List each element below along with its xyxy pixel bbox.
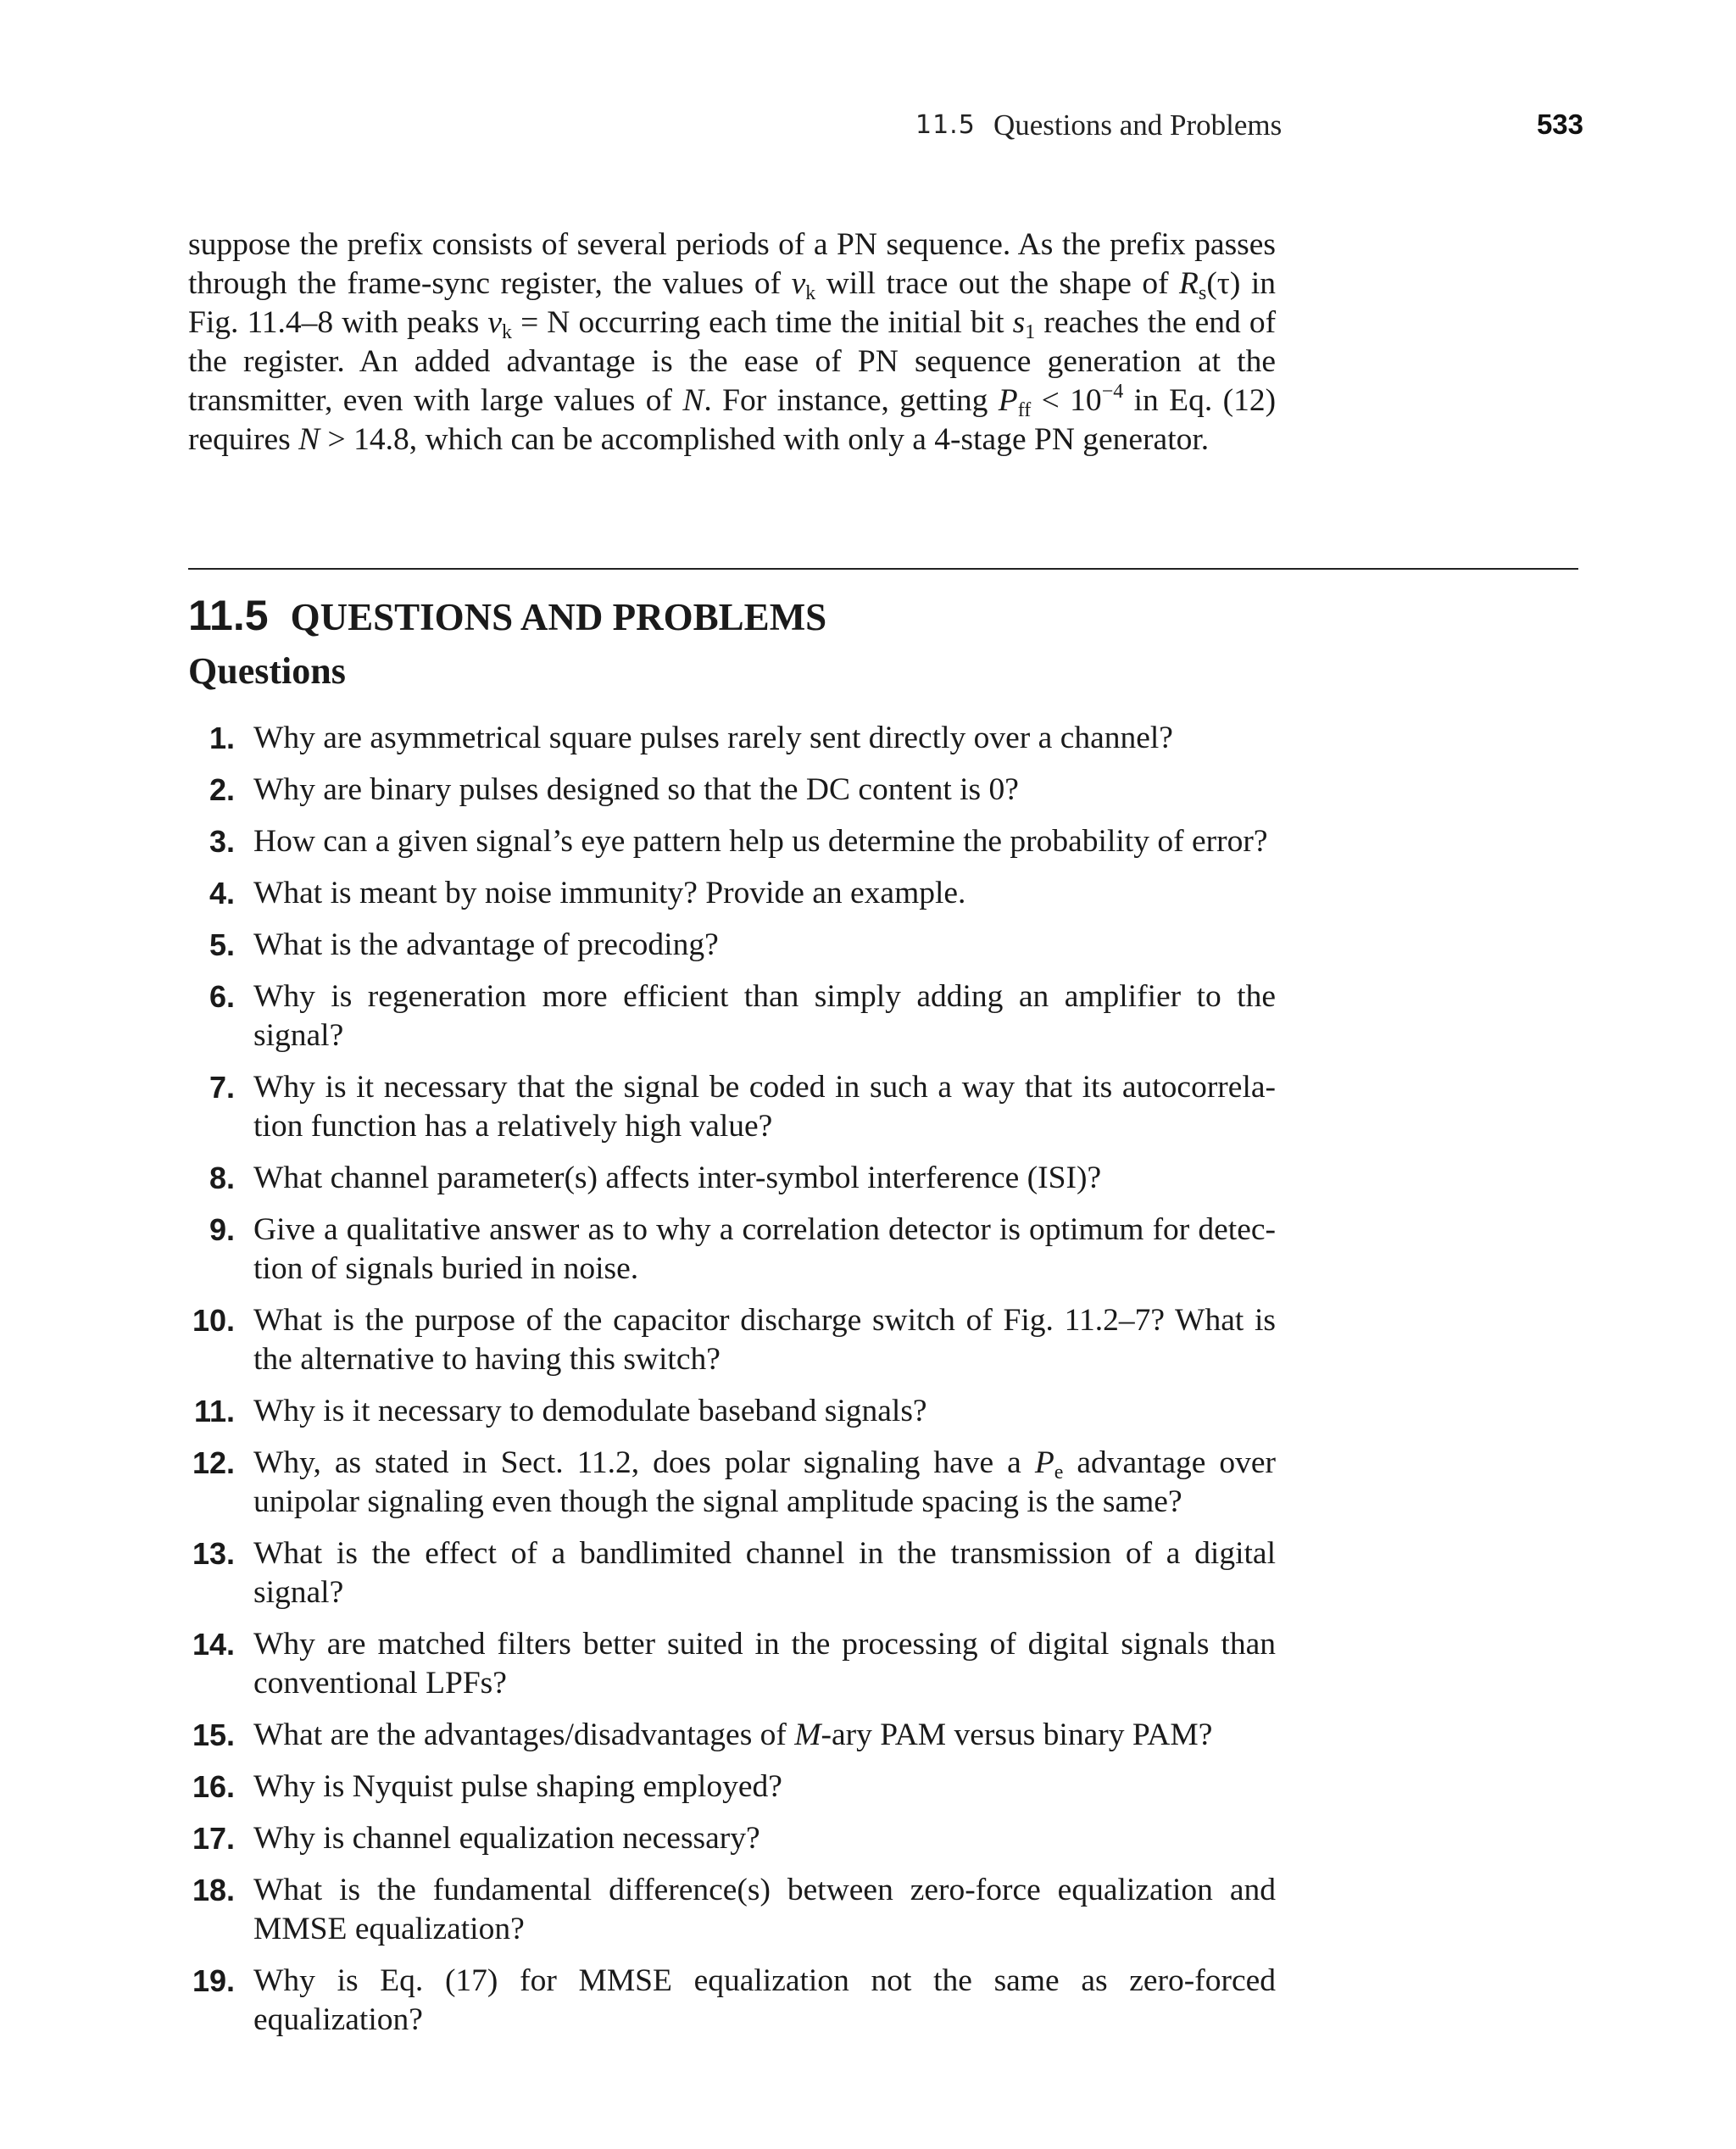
section-divider bbox=[188, 568, 1578, 570]
question-number: 17. bbox=[192, 1821, 235, 1856]
question-text: Why is regeneration more efficient than simply adding an amplifier to the signal? bbox=[253, 979, 1276, 1053]
question-text: What channel parameter(s) affects inter-symbol interference (ISI)? bbox=[253, 1161, 1102, 1195]
math-var: P bbox=[1034, 1445, 1054, 1480]
question-text: What is the fundamental difference(s) between zero-force equalization and MMSE equalization? bbox=[253, 1873, 1276, 1946]
question-text: Why are asymmetrical square pulses rarely sent directly over a channel? bbox=[253, 721, 1173, 755]
math-expr: < 10 bbox=[1041, 383, 1102, 418]
math-var: v bbox=[791, 266, 806, 301]
question-item bbox=[0, 926, 1276, 965]
question-number: 16. bbox=[192, 1769, 235, 1804]
intro-text: will trace out the shape of bbox=[826, 266, 1169, 301]
question-text: What is the effect of a bandlimited channel in the transmission of a digital signal? bbox=[253, 1536, 1276, 1610]
question-text: What is the advantage of precoding? bbox=[253, 927, 719, 962]
question-number: 1. bbox=[209, 721, 235, 755]
question-number: 13. bbox=[192, 1536, 235, 1571]
question-number: 12. bbox=[192, 1445, 235, 1480]
intro-text: reaches the end of the register. An added advantage is the ease of PN sequence generation at the transmitter, even with large values of bbox=[188, 305, 1277, 418]
question-number: 15. bbox=[192, 1718, 235, 1752]
question-number: 8. bbox=[209, 1161, 235, 1195]
question-number: 4. bbox=[209, 876, 235, 910]
question-item bbox=[0, 771, 1276, 810]
question-number: 18. bbox=[192, 1873, 235, 1907]
math-var: N bbox=[298, 422, 320, 457]
question-text: What is meant by noise immunity? Provide an example. bbox=[253, 876, 966, 910]
question-item bbox=[0, 1392, 1276, 1431]
intro-text: in Eq. (12) requires bbox=[188, 383, 1277, 457]
running-head-section-number: 11.5 bbox=[915, 110, 976, 140]
question-number: 19. bbox=[192, 1963, 235, 1998]
question-text: What are the advantages/disadvantages of bbox=[253, 1718, 787, 1752]
section-title: QUESTIONS AND PROBLEMS bbox=[290, 596, 827, 638]
question-item bbox=[0, 874, 1276, 913]
question-text: Why are matched filters better suited in the processing of digital signals than conventional LPFs? bbox=[253, 1627, 1276, 1701]
section-number: 11.5 bbox=[188, 592, 269, 639]
question-item bbox=[0, 1068, 1276, 1146]
math-expr: = N bbox=[520, 305, 570, 340]
question-item bbox=[0, 719, 1276, 758]
question-item bbox=[0, 1159, 1276, 1198]
math-var: M bbox=[794, 1718, 821, 1752]
question-number: 11. bbox=[193, 1394, 235, 1428]
question-text: -ary PAM versus binary PAM? bbox=[821, 1718, 1213, 1752]
question-text: How can a given signal’s eye pattern help us determine the probability of error? bbox=[253, 824, 1268, 859]
questions-list bbox=[0, 719, 1276, 2052]
math-var: R bbox=[1179, 266, 1199, 301]
intro-text: > 14.8, which can be accomplished with only a 4-stage PN generator. bbox=[327, 422, 1210, 457]
intro-text: suppose the prefix consists of several periods of a PN sequence. As the prefix passes through the frame-sync register, the values of bbox=[188, 227, 1276, 301]
question-item bbox=[0, 1301, 1276, 1379]
intro-text: in Fig. 11.4–8 with peaks bbox=[188, 266, 1276, 340]
question-number: 3. bbox=[209, 824, 235, 859]
math-subscript: k bbox=[805, 282, 816, 304]
math-subscript: k bbox=[502, 321, 513, 343]
page-number: 533 bbox=[1536, 109, 1583, 140]
question-item bbox=[0, 1534, 1276, 1612]
question-text: What is the purpose of the capacitor discharge switch of Fig. 11.2–7? What is the alternative to having this switch? bbox=[253, 1303, 1276, 1377]
math-var: P bbox=[998, 383, 1018, 418]
questions-subheading: Questions bbox=[188, 650, 346, 692]
question-number: 10. bbox=[192, 1303, 235, 1338]
math-superscript: −4 bbox=[1101, 381, 1124, 403]
intro-paragraph bbox=[188, 225, 1276, 459]
question-item bbox=[0, 1444, 1276, 1522]
question-item bbox=[0, 977, 1276, 1055]
intro-text: occurring each time the initial bit bbox=[578, 305, 1004, 340]
question-text: Why are binary pulses designed so that the DC content is 0? bbox=[253, 772, 1019, 807]
intro-text: . For instance, getting bbox=[704, 383, 988, 418]
math-expr: (τ) bbox=[1206, 266, 1241, 301]
running-head-title: Questions and Problems bbox=[993, 109, 1283, 142]
question-text: Why, as stated in Sect. 11.2, does polar signaling have a bbox=[253, 1445, 1021, 1480]
question-number: 7. bbox=[209, 1070, 235, 1105]
section-heading bbox=[188, 591, 826, 640]
question-item bbox=[0, 1768, 1276, 1807]
math-var: v bbox=[487, 305, 503, 340]
question-text: Why is Nyquist pulse shaping employed? bbox=[253, 1769, 782, 1804]
question-item bbox=[0, 822, 1276, 861]
math-var: s bbox=[1012, 305, 1026, 340]
question-item bbox=[0, 1962, 1276, 2040]
question-text: Give a qualitative answer as to why a correlation detector is optimum for detec-tion of signals buried in noise. bbox=[253, 1212, 1276, 1286]
math-subscript: 1 bbox=[1025, 321, 1036, 343]
math-var: N bbox=[682, 383, 704, 418]
question-number: 5. bbox=[209, 927, 235, 962]
question-item bbox=[0, 1871, 1276, 1949]
question-number: 6. bbox=[209, 979, 235, 1014]
question-text: Why is it necessary to demodulate baseband signals? bbox=[253, 1394, 927, 1428]
question-text: Why is it necessary that the signal be coded in such a way that its autocorrela-tion function has a relatively high value? bbox=[253, 1070, 1276, 1144]
question-text: Why is Eq. (17) for MMSE equalization not the same as zero-forced equalization? bbox=[253, 1963, 1276, 2037]
question-item bbox=[0, 1625, 1276, 1703]
math-subscript: s bbox=[1198, 282, 1207, 304]
question-text: advantage over unipolar signaling even though the signal amplitude spacing is the same? bbox=[253, 1445, 1276, 1519]
question-number: 9. bbox=[209, 1212, 235, 1247]
math-subscript: e bbox=[1054, 1461, 1064, 1484]
running-head bbox=[0, 110, 1736, 144]
math-subscript: ff bbox=[1017, 399, 1032, 421]
question-item bbox=[0, 1716, 1276, 1755]
question-text: Why is channel equalization necessary? bbox=[253, 1821, 760, 1856]
question-number: 14. bbox=[192, 1627, 235, 1662]
question-number: 2. bbox=[209, 772, 235, 807]
question-item bbox=[0, 1819, 1276, 1858]
question-item bbox=[0, 1211, 1276, 1289]
